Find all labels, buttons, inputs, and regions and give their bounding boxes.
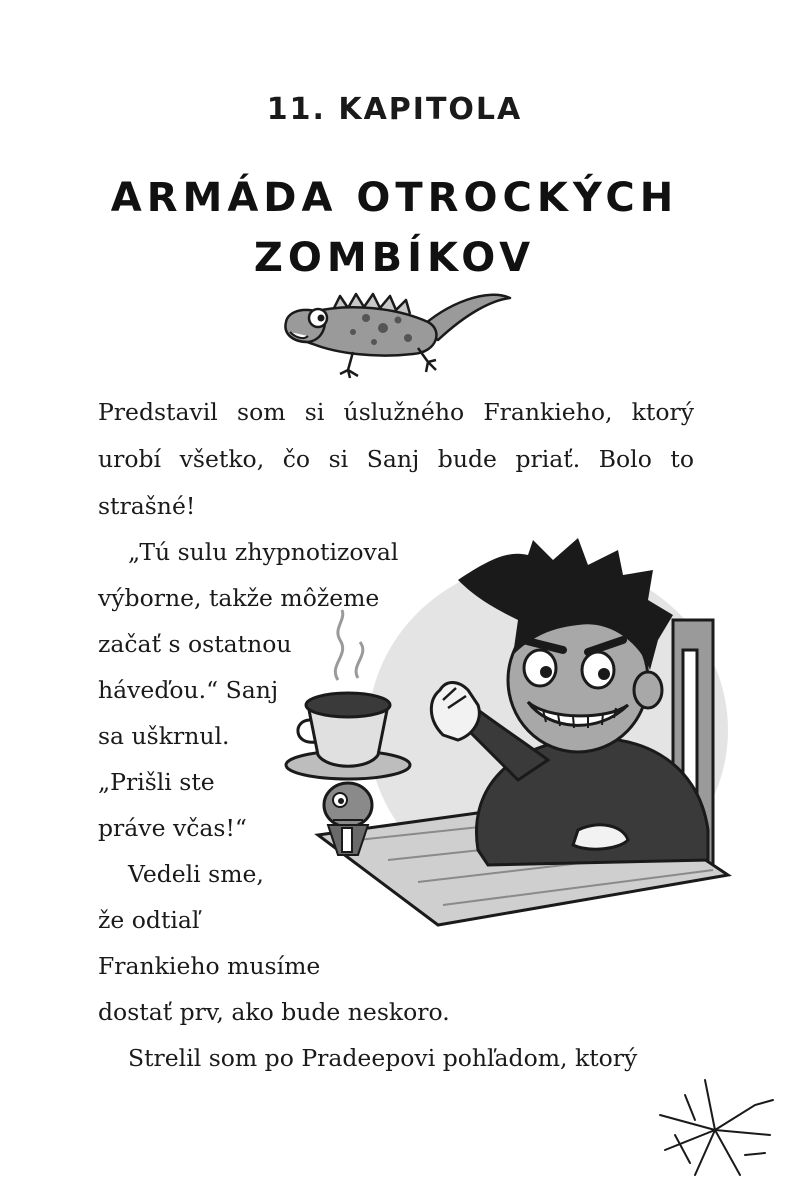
text-line-11: Vedeli sme, xyxy=(128,860,264,888)
crack-decoration xyxy=(655,1075,775,1180)
chapter-title xyxy=(0,168,789,288)
text-line-8: sa uškrnul. xyxy=(98,722,230,750)
sanj-illustration xyxy=(278,530,738,940)
text-line-10: práve včas!“ xyxy=(98,814,247,842)
text-line-2: urobí všetko, čo si Sanj bude priať. Bolo to xyxy=(98,445,694,473)
text-line-3: strašné! xyxy=(98,492,196,520)
text-line-12: že odtiaľ xyxy=(98,906,200,934)
text-line-14: dostať prv, ako bude neskoro. xyxy=(98,998,450,1026)
chapter-title-line-2: ZOMBÍKOV xyxy=(253,235,536,281)
chapter-label: 11. KAPITOLA xyxy=(266,92,523,127)
text-line-9: „Prišli ste xyxy=(98,768,215,796)
text-line-7: háveďou.“ Sanj xyxy=(98,676,279,704)
text-line-13: Frankieho musíme xyxy=(98,952,321,980)
text-line-4: „Tú sulu zhypnotizoval xyxy=(128,538,399,566)
lizard-illustration xyxy=(278,282,518,382)
text-line-5: výborne, takže môžeme xyxy=(98,584,380,612)
text-line-1: Predstavil som si úslužného Frankieho, ktorý xyxy=(98,398,694,426)
text-line-6: začať s ostatnou xyxy=(98,630,292,658)
chapter-title-line-1: ARMÁDA OTROCKÝCH xyxy=(110,175,679,221)
text-line-15: Strelil som po Pradeepovi pohľadom, ktorý xyxy=(128,1044,638,1072)
